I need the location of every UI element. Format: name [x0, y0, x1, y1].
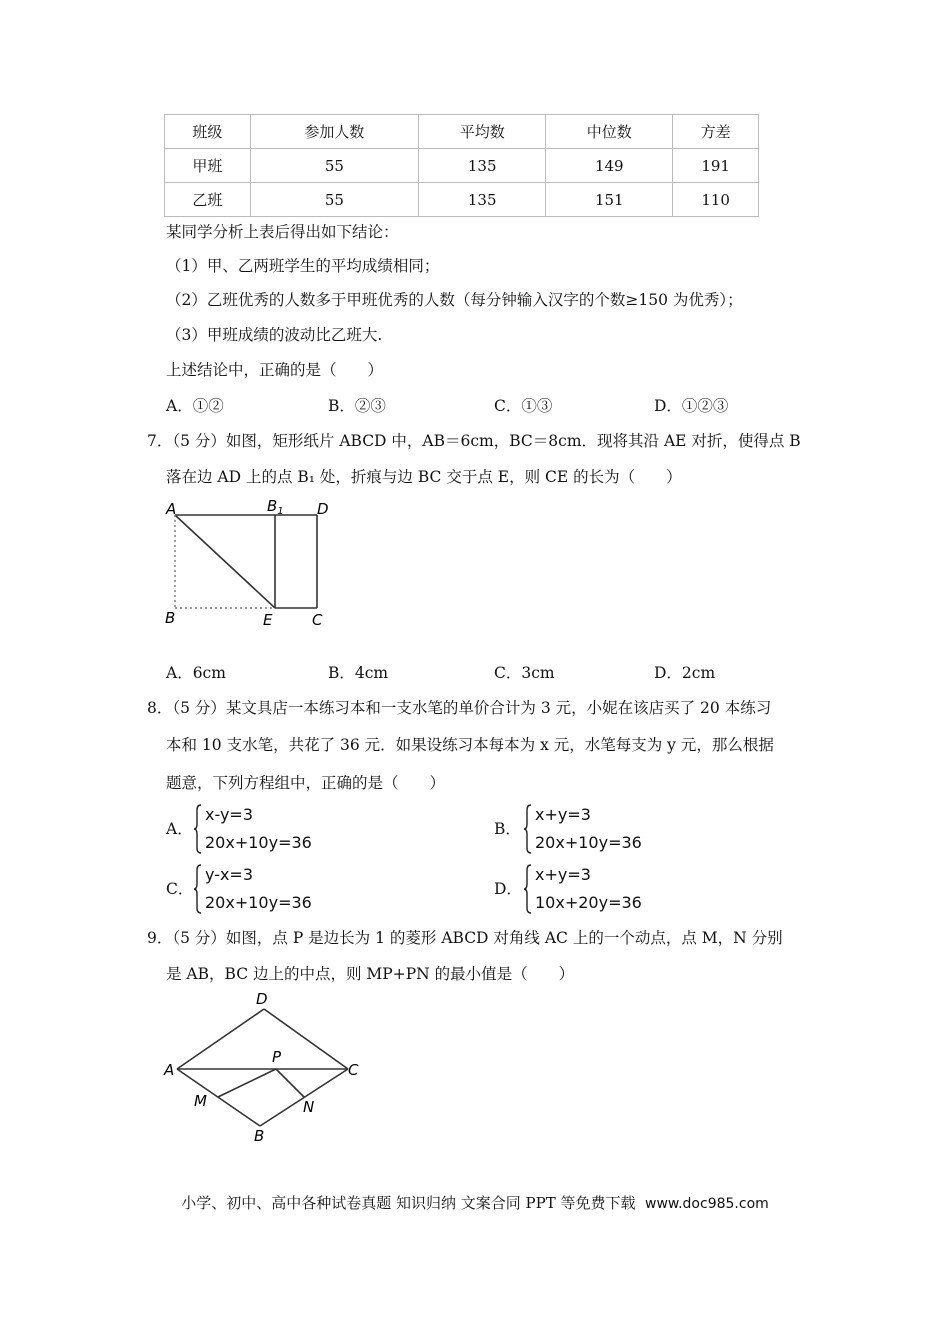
left-brace-icon — [524, 804, 532, 854]
q7-stem-line-1: 7．（5 分）如图，矩形纸片 ABCD 中，AB＝6cm，BC＝8cm．现将其沿 AE 对折，使得点 B — [147, 432, 801, 450]
table-cell: 55 — [250, 149, 419, 183]
table-cell: 甲班 — [165, 149, 251, 183]
q6-option-d: D．①②③ — [654, 397, 729, 415]
table-header-cell: 方差 — [673, 115, 759, 149]
label-n: N — [303, 1098, 315, 1116]
q6-question: 上述结论中，正确的是（ ） — [166, 361, 384, 379]
q7-stem-line-2: 落在边 AD 上的点 B₁ 处，折痕与边 BC 交于点 E，则 CE 的长为（ ） — [166, 468, 682, 486]
label-p: P — [272, 1048, 282, 1066]
label-d: D — [317, 500, 329, 518]
q8-stem-line-2: 本和 10 支水笔，共花了 36 元．如果设练习本每本为 x 元，水笔每支为 y 元，那么根据 — [166, 736, 774, 754]
label-e: E — [263, 611, 273, 629]
q8-option-a-label: A． — [166, 820, 193, 838]
label-c: C — [348, 1061, 359, 1079]
table-cell: 135 — [419, 183, 546, 217]
fold-line-ae — [175, 515, 275, 608]
table-cell: 149 — [546, 149, 673, 183]
q9-rhombus-figure — [158, 990, 368, 1146]
q6-conclusion-1: （1）甲、乙两班学生的平均成绩相同； — [166, 257, 440, 275]
footer-url: www.doc985.com — [645, 1196, 769, 1212]
left-brace-icon — [194, 864, 202, 914]
table-cell: 191 — [673, 149, 759, 183]
q8-option-d-eq2: 10x+20y=36 — [535, 893, 642, 912]
q8-option-c-label: C． — [166, 880, 194, 898]
stats-table — [164, 114, 759, 217]
q6-option-b: B．②③ — [328, 397, 386, 415]
label-c: C — [312, 611, 323, 629]
q8-option-b-label: B． — [494, 820, 521, 838]
q9-stem-line-1: 9．（5 分）如图，点 P 是边长为 1 的菱形 ABCD 对角线 AC 上的一个动点，点 M，N 分别 — [147, 929, 783, 947]
table-cell: 110 — [673, 183, 759, 217]
q7-option-a: A．6cm — [166, 664, 226, 682]
table-row — [165, 183, 759, 217]
q8-option-d-label: D． — [494, 880, 522, 898]
q7-option-b: B．4cm — [328, 664, 389, 682]
table-cell: 乙班 — [165, 183, 251, 217]
left-brace-icon — [194, 804, 202, 854]
q8-stem-line-1: 8．（5 分）某文具店一本练习本和一支水笔的单价合计为 3 元，小妮在该店买了 20 本练习 — [147, 699, 772, 717]
footer-text: 小学、初中、高中各种试卷真题 知识归纳 文案合同 PPT 等免费下载 — [181, 1194, 636, 1212]
q7-option-d: D．2cm — [654, 664, 716, 682]
label-a: A — [166, 500, 177, 518]
q8-option-d-eq1: x+y=3 — [535, 865, 591, 884]
q6-option-a: A．①② — [166, 397, 224, 415]
table-cell: 151 — [546, 183, 673, 217]
q8-option-b-eq2: 20x+10y=36 — [535, 833, 642, 852]
table-cell: 135 — [419, 149, 546, 183]
left-brace-icon — [524, 864, 532, 914]
segment-pn — [276, 1069, 304, 1097]
q8-option-a-eq2: 20x+10y=36 — [205, 833, 312, 852]
table-cell: 55 — [250, 183, 419, 217]
q6-conclusion-3: （3）甲班成绩的波动比乙班大. — [166, 326, 383, 344]
q7-option-c: C．3cm — [494, 664, 555, 682]
label-b: B — [254, 1127, 265, 1145]
label-b1: $B_1$ — [267, 497, 284, 517]
table-header-cell: 中位数 — [546, 115, 673, 149]
label-a: A — [164, 1061, 175, 1079]
label-b: B — [165, 609, 176, 627]
label-d: D — [256, 990, 268, 1008]
table-header-cell: 参加人数 — [250, 115, 419, 149]
page-footer — [0, 1192, 950, 1213]
table-header-cell: 班级 — [165, 115, 251, 149]
q8-option-a-eq1: x-y=3 — [205, 805, 254, 824]
label-m: M — [194, 1092, 207, 1110]
table-row — [165, 149, 759, 183]
q9-stem-line-2: 是 AB，BC 边上的中点，则 MP+PN 的最小值是（ ） — [166, 965, 575, 983]
table-header-row — [165, 115, 759, 149]
q6-intro: 某同学分析上表后得出如下结论： — [166, 223, 399, 241]
q6-conclusion-2: （2）乙班优秀的人数多于甲班优秀的人数（每分钟输入汉字的个数≥150 为优秀）； — [166, 291, 743, 309]
q8-stem-line-3: 题意，下列方程组中，正确的是（ ） — [166, 774, 446, 792]
q8-option-c-eq1: y-x=3 — [205, 865, 254, 884]
edge-ad — [177, 1009, 264, 1069]
q8-option-b-eq1: x+y=3 — [535, 805, 591, 824]
segment-mp — [218, 1069, 276, 1097]
q6-option-c: C．①③ — [494, 397, 553, 415]
q8-option-c-eq2: 20x+10y=36 — [205, 893, 312, 912]
q7-rectangle-figure — [160, 496, 340, 632]
table-header-cell: 平均数 — [419, 115, 546, 149]
